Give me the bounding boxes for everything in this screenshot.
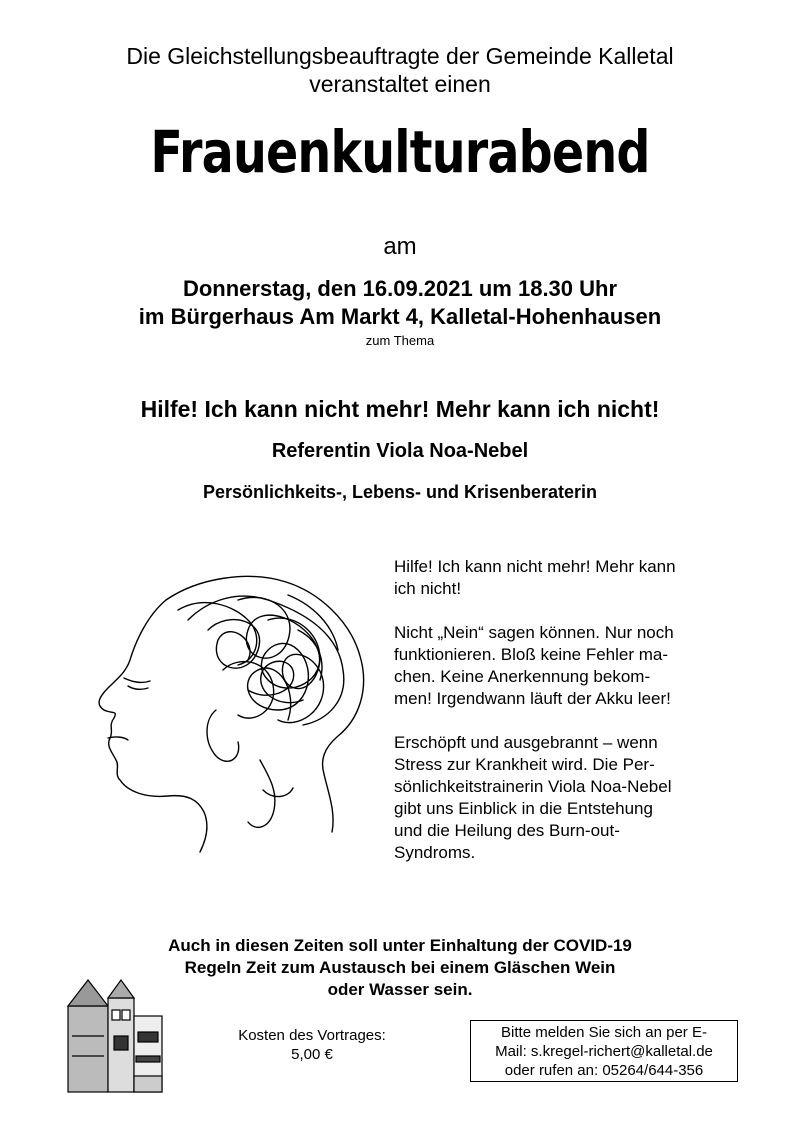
event-title: Frauenkulturabend — [150, 118, 650, 186]
description-line: ich nicht! — [394, 579, 462, 598]
description-paragraph-1 — [394, 556, 724, 600]
description-line: chen. Keine Anerkennung bekom- — [394, 667, 651, 686]
am-label: am — [383, 233, 417, 260]
event-place: im Bürgerhaus Am Markt 4, Kalletal-Hohenhausen — [138, 304, 662, 329]
contact-line-2: Mail: s.kregel-richert@kalletal.de — [495, 1043, 713, 1060]
costs-info — [222, 1026, 402, 1064]
line-drawing-head-icon — [88, 560, 378, 860]
description-paragraph-2 — [394, 622, 724, 710]
description-line: sönlichkeitstrainerin Viola Noa-Nebel — [394, 777, 672, 796]
description-line: Hilfe! Ich kann nicht mehr! Mehr kann — [394, 557, 676, 576]
description-line: Nicht „Nein“ sagen können. Nur noch — [394, 623, 674, 642]
organizer-intro — [0, 42, 800, 98]
description-line: und die Heilung des Burn-out- — [394, 821, 620, 840]
covid-line-2: Regeln Zeit zum Austausch bei einem Gläschen Wein — [184, 958, 616, 977]
topic-headline: Hilfe! Ich kann nicht mehr! Mehr kann ich nicht! — [140, 396, 660, 422]
contact-box — [470, 1020, 738, 1082]
event-date: Donnerstag, den 16.09.2021 um 18.30 Uhr — [182, 276, 618, 301]
covid-line-1: Auch in diesen Zeiten soll unter Einhaltung der COVID-19 — [168, 936, 632, 955]
speaker-name: Referentin Viola Noa-Nebel — [271, 440, 529, 462]
description-line: gibt uns Einblick in die Entstehung — [394, 799, 653, 818]
description-line: funktionieren. Bloß keine Fehler ma- — [394, 645, 669, 664]
contact-line-3: oder rufen an: 05264/644-356 — [504, 1062, 704, 1079]
costs-label: Kosten des Vortrages: — [238, 1027, 386, 1044]
costs-amount: 5,00 € — [291, 1046, 333, 1063]
covid-line-3: oder Wasser sein. — [327, 980, 473, 999]
zum-thema-label: zum Thema — [365, 333, 435, 348]
speaker-role: Persönlichkeits-, Lebens- und Krisenberaterin — [202, 482, 598, 502]
event-date-place — [0, 275, 800, 331]
description-paragraph-3 — [394, 732, 724, 864]
description-line: men! Irgendwann läuft der Akku leer! — [394, 689, 671, 708]
description-text — [394, 556, 724, 886]
contact-line-1: Bitte melden Sie sich an per E- — [501, 1024, 707, 1041]
intro-line-1: Die Gleichstellungsbeauftragte der Gemeinde Kalletal — [126, 43, 674, 69]
buergerhaus-icon — [66, 976, 166, 1094]
intro-line-2: veranstaltet einen — [309, 71, 491, 97]
description-line: Syndroms. — [394, 843, 476, 862]
description-line: Erschöpft und ausgebrannt – wenn — [394, 733, 658, 752]
description-line: Stress zur Krankheit wird. Die Per- — [394, 755, 655, 774]
